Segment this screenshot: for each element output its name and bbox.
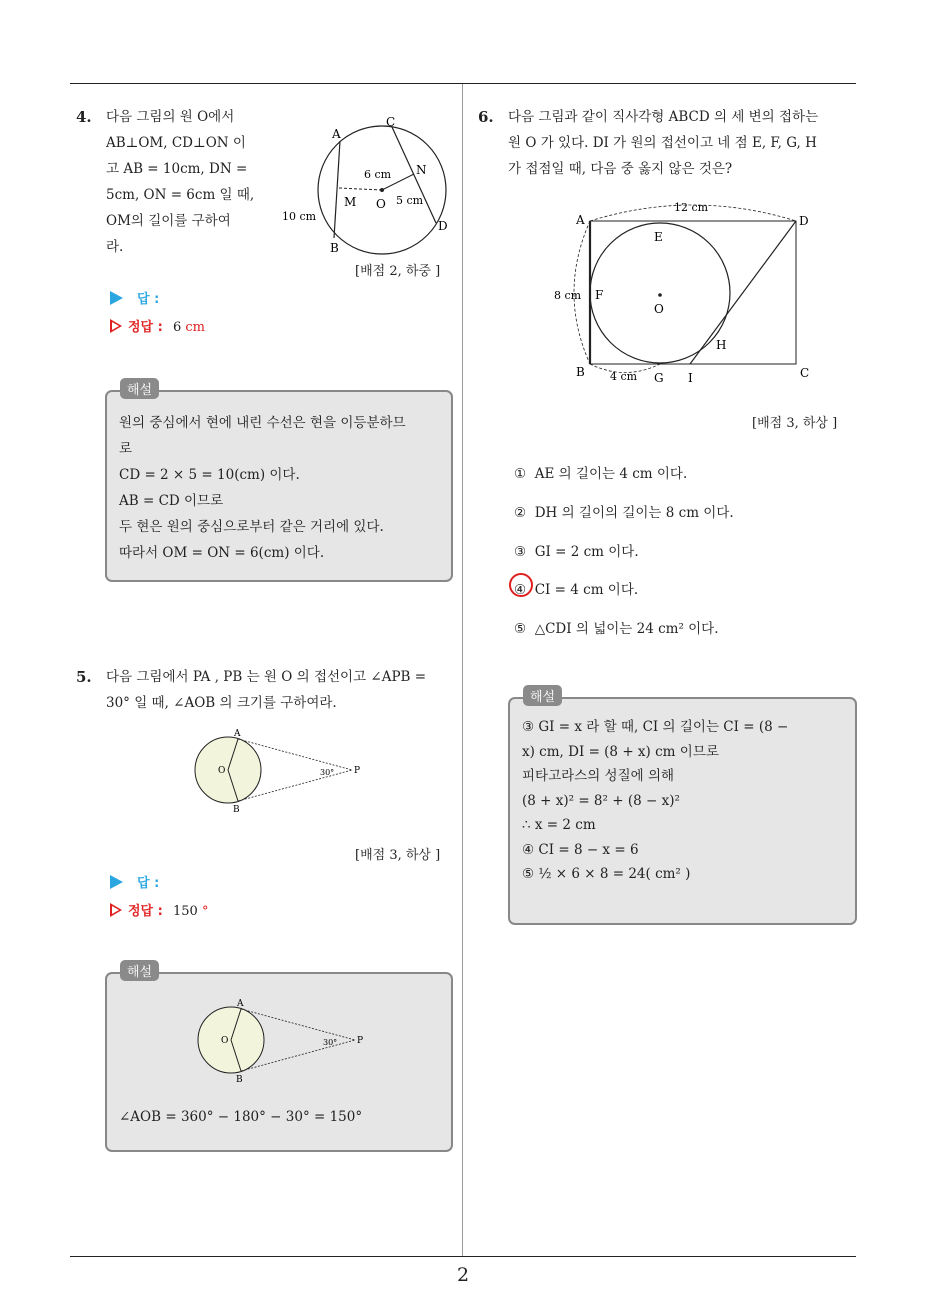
column-divider — [462, 84, 463, 1256]
q5-explain-label-b: B — [236, 1075, 243, 1084]
q4-label-c: C — [386, 115, 396, 129]
q4-label-6cm: 6 cm — [364, 168, 392, 181]
play-icon — [110, 291, 123, 305]
explain-line: AB = CD 이므로 — [119, 493, 224, 509]
q5-explain-label-o: O — [221, 1036, 229, 1046]
q4-line: 고 AB = 10cm, DN = — [106, 161, 248, 177]
q6-text — [508, 104, 860, 182]
q6-label-left: 8 cm — [554, 289, 582, 302]
outline-triangle-icon — [110, 319, 122, 333]
option-text: CI = 4 cm 이다. — [534, 582, 639, 598]
explain-line: ④ CI = 8 − x = 6 — [522, 841, 639, 858]
q6-label-bottom: 4 cm — [610, 370, 638, 383]
q6-label-g: G — [654, 371, 664, 385]
q6-rectangle — [590, 221, 796, 364]
q5-explain-box — [105, 972, 453, 1152]
explain-line: ∴ x = 2 cm — [522, 817, 596, 833]
outline-triangle-icon — [110, 903, 122, 917]
q4-chord-ab — [334, 141, 340, 238]
option-text: △CDI 의 넓이는 24 cm² 이다. — [534, 621, 719, 637]
q4-answer-label: 답 : — [137, 292, 160, 307]
q4-answer-row — [110, 288, 159, 307]
q6-tangent-di — [690, 221, 796, 364]
q6-option-1[interactable] — [514, 462, 687, 482]
q5-figure — [190, 725, 370, 815]
q4-line: AB⊥OM, CD⊥ON 이 — [106, 135, 246, 151]
explain-line: CD = 2 × 5 = 10(cm) 이다. — [119, 467, 300, 483]
q6-line: 다음 그림과 같이 직사각형 ABCD 의 세 변의 접하는 — [508, 109, 819, 125]
q4-label-a: A — [332, 127, 341, 141]
q5-correct-value: 150 — [172, 904, 198, 919]
q4-label-5cm: 5 cm — [396, 194, 424, 207]
q6-figure — [550, 195, 820, 390]
q4-label-10cm: 10 cm — [282, 210, 317, 223]
explain-line: 로 — [119, 441, 133, 457]
explain-line: 따라서 OM = ON = 6(cm) 이다. — [119, 545, 325, 561]
q4-line: 다음 그림의 원 O에서 — [106, 109, 235, 125]
q5-correct-row — [110, 900, 208, 919]
q4-figure — [278, 108, 458, 258]
explain-line: ③ GI = x 라 할 때, CI 의 길이는 CI = (8 − — [522, 719, 789, 735]
q6-label-o: O — [654, 302, 664, 316]
q6-number: 6. — [478, 108, 494, 126]
q6-label-a: A — [576, 213, 585, 227]
q5-answer-label: 답 : — [137, 876, 160, 891]
q4-explain-box — [105, 390, 453, 582]
option-number: ④ — [514, 582, 527, 598]
q6-option-2[interactable] — [514, 501, 734, 521]
option-number: ① — [514, 466, 527, 482]
q4-line: OM의 길이를 구하여 — [106, 213, 231, 229]
page-number: 2 — [456, 1264, 470, 1286]
q5-explain-label-p: P — [357, 1036, 364, 1046]
explain-line: (8 + x)² = 8² + (8 − x)² — [522, 792, 680, 809]
q5-score: [배점 3, 하상 ] — [355, 848, 441, 863]
q5-explain-label-a: A — [237, 999, 244, 1009]
q4-label-o: O — [376, 197, 386, 211]
q6-center — [658, 293, 662, 297]
q6-label-e: E — [654, 230, 663, 244]
q5-label-b: B — [233, 805, 240, 815]
q6-explain-box — [508, 697, 857, 925]
q5-text — [106, 664, 458, 716]
option-text: DH 의 길이의 길이는 8 cm 이다. — [534, 505, 734, 521]
q6-option-5[interactable] — [514, 617, 719, 637]
q4-correct-value: 6 — [172, 320, 182, 335]
q4-correct-unit: cm — [185, 320, 206, 335]
q4-text — [106, 104, 266, 260]
q5-explain-label-angle: 30° — [323, 1038, 338, 1047]
q6-line: 원 O 가 있다. DI 가 원의 접선이고 네 점 E, F, G, H — [508, 135, 817, 151]
option-text: AE 의 길이는 4 cm 이다. — [534, 466, 688, 482]
q4-number: 4. — [76, 108, 92, 126]
q6-label-f: F — [595, 288, 604, 302]
q5-label-a: A — [234, 729, 241, 739]
option-number: ③ — [514, 544, 527, 560]
q5-explain-text: ∠AOB = 360° − 180° − 30° = 150° — [119, 1109, 363, 1125]
explain-line: 원의 중심에서 현에 내린 수선은 현을 이등분하므 — [119, 415, 406, 431]
q6-label-b: B — [576, 365, 585, 379]
q4-chord-cd — [392, 127, 436, 223]
q4-line: 5cm, ON = 6cm 일 때, — [106, 187, 255, 203]
q5-explain-figure — [193, 996, 373, 1084]
q5-label-o: O — [218, 766, 226, 776]
q6-score: [배점 3, 하상 ] — [752, 416, 838, 431]
q6-label-c: C — [800, 366, 810, 380]
explain-line: 두 현은 원의 중심으로부터 같은 거리에 있다. — [119, 519, 384, 535]
q4-score: [배점 2, 하중 ] — [355, 264, 441, 279]
q5-label-p: P — [354, 766, 361, 776]
q5-explain-tag: 해설 — [120, 960, 159, 981]
q6-explain-tag: 해설 — [523, 685, 562, 706]
q5-answer-row — [110, 872, 159, 891]
q6-line: 가 접점일 때, 다음 중 옳지 않은 것은? — [508, 161, 733, 177]
q4-label-d: D — [438, 219, 448, 233]
q5-correct-label: 정답 : — [128, 904, 163, 919]
q6-circle — [590, 223, 730, 363]
q5-line: 30° 일 때, ∠AOB 의 크기를 구하여라. — [106, 695, 337, 711]
q4-center — [380, 188, 384, 192]
q6-option-4[interactable] — [514, 578, 638, 598]
q6-label-d: D — [799, 214, 809, 228]
q6-label-top: 12 cm — [674, 201, 709, 214]
q5-correct-unit: ° — [201, 904, 209, 919]
explain-line: x) cm, DI = (8 + x) cm 이므로 — [522, 743, 719, 760]
q4-line: 라. — [106, 239, 124, 255]
option-number: ② — [514, 505, 527, 521]
explain-line: ⑤ ½ × 6 × 8 = 24( cm² ) — [522, 866, 691, 882]
q4-label-b: B — [330, 241, 339, 255]
q4-correct-row — [110, 316, 205, 335]
q6-label-h: H — [716, 338, 727, 352]
q5-number: 5. — [76, 668, 92, 686]
q4-label-n: N — [416, 163, 427, 177]
q4-explain-tag: 해설 — [120, 378, 159, 399]
explain-line: 피타고라스의 성질에 의해 — [522, 768, 675, 784]
q4-correct-label: 정답 : — [128, 320, 163, 335]
q4-label-m: M — [344, 195, 357, 209]
q6-label-i: I — [688, 371, 693, 385]
play-icon — [110, 875, 123, 889]
option-text: GI = 2 cm 이다. — [534, 544, 639, 560]
q5-line: 다음 그림에서 PA , PB 는 원 O 의 접선이고 ∠APB = — [106, 669, 427, 685]
q5-label-angle: 30° — [320, 768, 335, 777]
option-number: ⑤ — [514, 621, 527, 637]
top-rule — [70, 83, 856, 84]
q4-om — [338, 188, 382, 190]
bottom-rule — [70, 1256, 856, 1257]
q6-option-3[interactable] — [514, 540, 639, 560]
